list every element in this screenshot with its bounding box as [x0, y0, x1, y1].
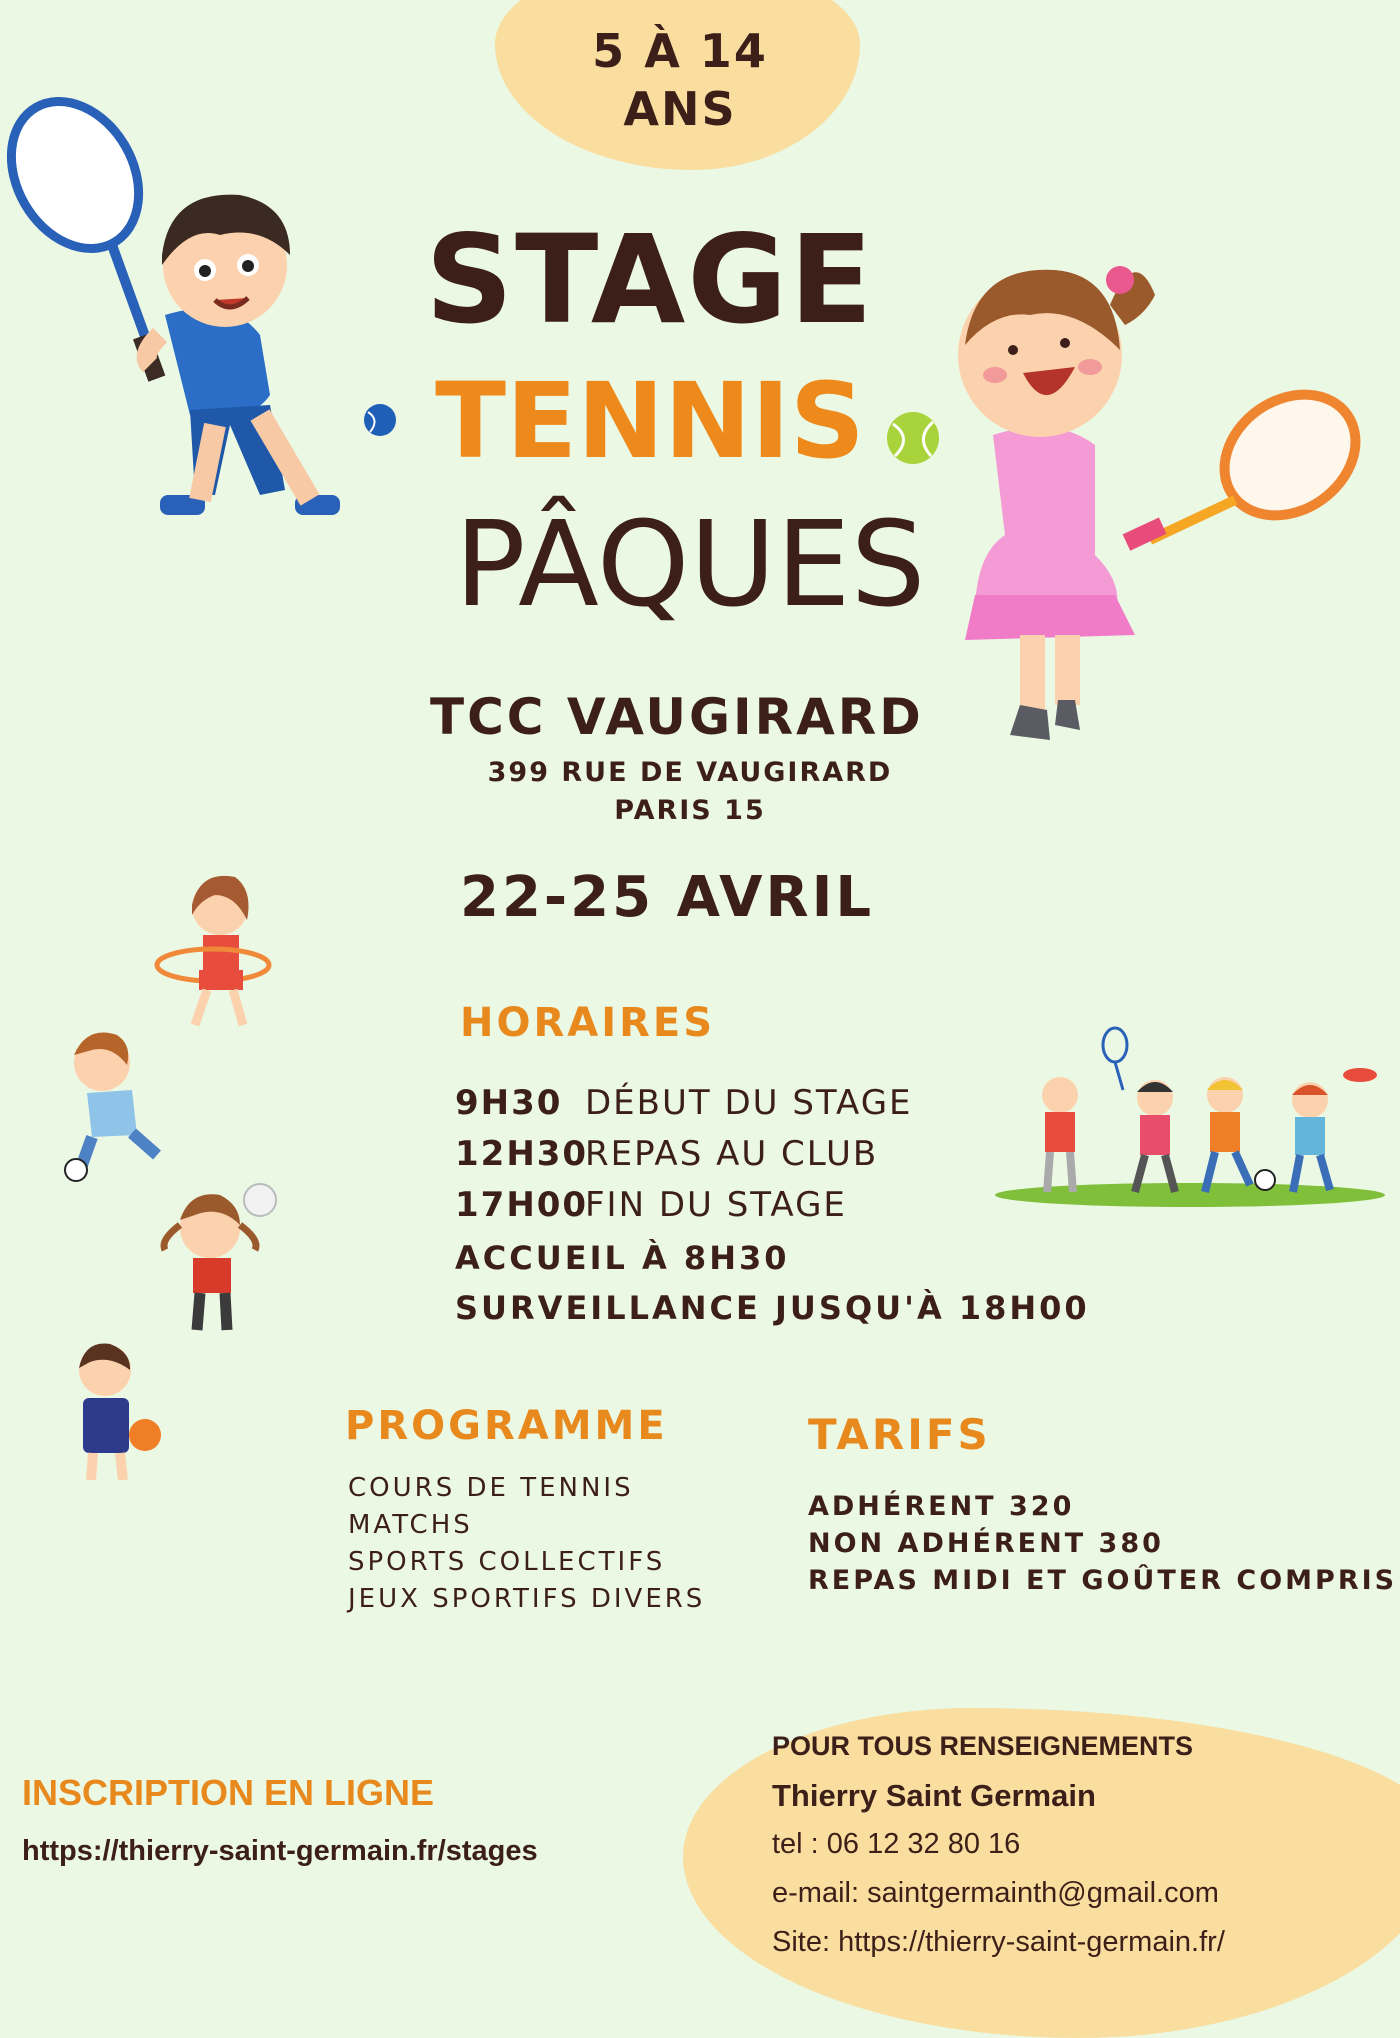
contact-tel[interactable]: tel : 06 12 32 80 16 [772, 1828, 1021, 1860]
club-name: TCC VAUGIRARD [430, 688, 924, 746]
inscription-link[interactable]: https://thierry-saint-germain.fr/stages [22, 1835, 538, 1867]
inscription-heading: INSCRIPTION EN LIGNE [22, 1772, 435, 1813]
horaires-list [455, 1078, 913, 1231]
contact-heading: POUR TOUS RENSEIGNEMENTS [772, 1731, 1194, 1761]
tennis-ball-blue-icon [360, 400, 400, 440]
boy-soccer [62, 1025, 172, 1185]
age-badge [520, 22, 840, 138]
tarifs-heading: TARIFS [808, 1410, 991, 1459]
horaire-label: FIN DU STAGE [585, 1185, 847, 1225]
title-paques: PÂQUES [454, 495, 926, 633]
title-stage: STAGE [425, 209, 875, 351]
horaire-time: 12H30 [455, 1134, 589, 1174]
programme-item: MATCHS [348, 1510, 473, 1540]
contact-email[interactable]: e-mail: saintgermainth@gmail.com [772, 1877, 1219, 1909]
stage-dates: 22-25 AVRIL [460, 865, 875, 930]
horaire-time: 9H30 [455, 1083, 563, 1123]
horaire-label: REPAS AU CLUB [585, 1134, 879, 1174]
tarif-item: NON ADHÉRENT 380 [808, 1528, 1164, 1559]
girl-volleyball [155, 1180, 280, 1340]
programme-item: JEUX SPORTIFS DIVERS [348, 1584, 706, 1614]
contact-site[interactable]: Site: https://thierry-saint-germain.fr/ [772, 1926, 1225, 1958]
programme-item: SPORTS COLLECTIFS [348, 1547, 666, 1577]
boy-tennis-player [0, 95, 350, 535]
horaires-heading: HORAIRES [460, 1000, 716, 1046]
girl-hula-hoop [155, 865, 270, 1030]
tarif-item: REPAS MIDI ET GOÛTER COMPRIS [808, 1565, 1398, 1596]
programme-list [348, 1470, 705, 1618]
age-line2: ANS [623, 82, 737, 136]
girl-tennis-player [935, 255, 1355, 755]
contact-name: Thierry Saint Germain [772, 1778, 1096, 1813]
contact-box [772, 1722, 1225, 1967]
horaire-row [455, 1129, 913, 1180]
surveillance-line: SURVEILLANCE JUSQU'À 18H00 [455, 1289, 1090, 1327]
accueil-line: ACCUEIL À 8H30 [455, 1239, 790, 1277]
tarif-item: ADHÉRENT 320 [808, 1491, 1075, 1522]
title-tennis: TENNIS [435, 360, 865, 482]
accueil-info [455, 1233, 1090, 1333]
kids-playing-group [995, 1020, 1385, 1210]
age-line1: 5 À 14 [592, 24, 768, 78]
boy-basketball [65, 1340, 175, 1490]
horaire-time: 17H00 [455, 1185, 589, 1225]
tarifs-list [808, 1488, 1397, 1599]
programme-heading: PROGRAMME [345, 1403, 668, 1449]
programme-item: COURS DE TENNIS [348, 1473, 634, 1503]
horaire-row [455, 1078, 913, 1129]
address-line1: 399 RUE DE VAUGIRARD [487, 757, 893, 788]
horaire-row [455, 1180, 913, 1231]
address-line2: PARIS 15 [614, 795, 766, 826]
club-address [470, 754, 910, 830]
horaire-label: DÉBUT DU STAGE [585, 1083, 913, 1123]
